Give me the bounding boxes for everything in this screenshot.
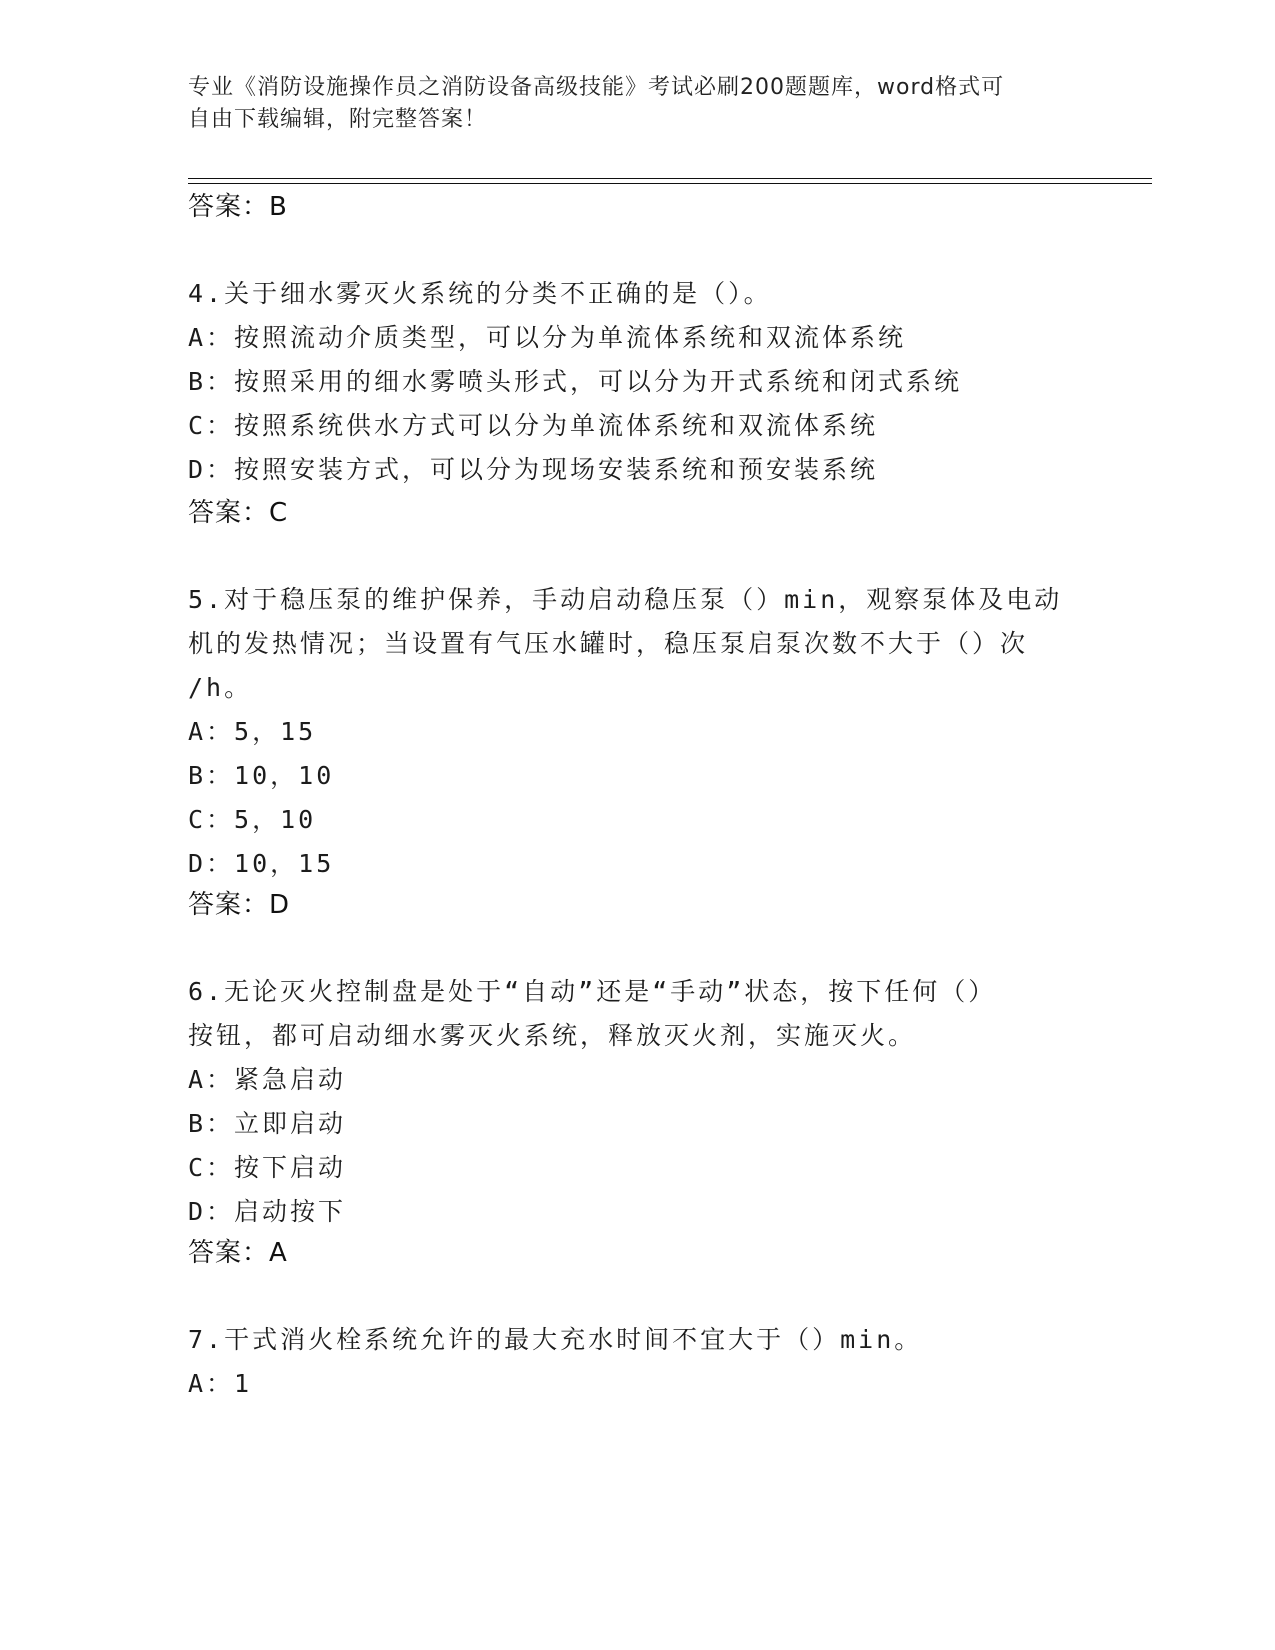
- q6-option-b: B：立即启动: [188, 1109, 347, 1138]
- q6-option-a: A：紧急启动: [188, 1065, 347, 1094]
- q4-option-b: B：按照采用的细水雾喷头形式，可以分为开式系统和闭式系统: [188, 367, 963, 396]
- q4-stem: 4.关于细水雾灭火系统的分类不正确的是（）。: [188, 279, 772, 308]
- q6-option-c: C：按下启动: [188, 1153, 347, 1182]
- q5-option-c: C：5，10: [188, 805, 317, 834]
- q5-answer: 答案：D: [188, 890, 291, 920]
- q5-stem-line-2: 机的发热情况；当设置有气压水罐时，稳压泵启泵次数不大于（）次: [188, 629, 1029, 658]
- q4-option-c: C：按照系统供水方式可以分为单流体系统和双流体系统: [188, 411, 879, 440]
- q5-stem-line-3: /h。: [188, 673, 253, 702]
- header-rule-bottom: [188, 183, 1152, 184]
- q7-option-a: A：1: [188, 1369, 253, 1398]
- q5-option-b: B：10，10: [188, 761, 335, 790]
- q5-option-d: D：10，15: [188, 849, 335, 878]
- header-line-2: 自由下载编辑，附完整答案！: [188, 107, 488, 132]
- page-header: [188, 72, 1068, 136]
- q5-stem-line-1: 5.对于稳压泵的维护保养，手动启动稳压泵（）min，观察泵体及电动: [188, 585, 1063, 614]
- q6-stem-line-2: 按钮，都可启动细水雾灭火系统，释放灭火剂，实施灭火。: [188, 1021, 917, 1050]
- q4-option-d: D：按照安装方式，可以分为现场安装系统和预安装系统: [188, 455, 879, 484]
- q7-stem: 7.干式消火栓系统允许的最大充水时间不宜大于（）min。: [188, 1325, 923, 1354]
- previous-answer: 答案：B: [188, 192, 288, 222]
- q6-option-d: D：启动按下: [188, 1197, 347, 1226]
- q6-stem-line-1: 6.无论灭火控制盘是处于“自动”还是“手动”状态，按下任何（）: [188, 977, 997, 1006]
- q5-option-a: A：5，15: [188, 717, 317, 746]
- q4-option-a: A：按照流动介质类型，可以分为单流体系统和双流体系统: [188, 323, 907, 352]
- header-line-1: 专业《消防设施操作员之消防设备高级技能》考试必刷200题题库，word格式可: [188, 75, 1005, 100]
- header-rule-top: [188, 178, 1152, 179]
- q6-answer: 答案：A: [188, 1238, 288, 1268]
- q4-answer: 答案：C: [188, 498, 289, 528]
